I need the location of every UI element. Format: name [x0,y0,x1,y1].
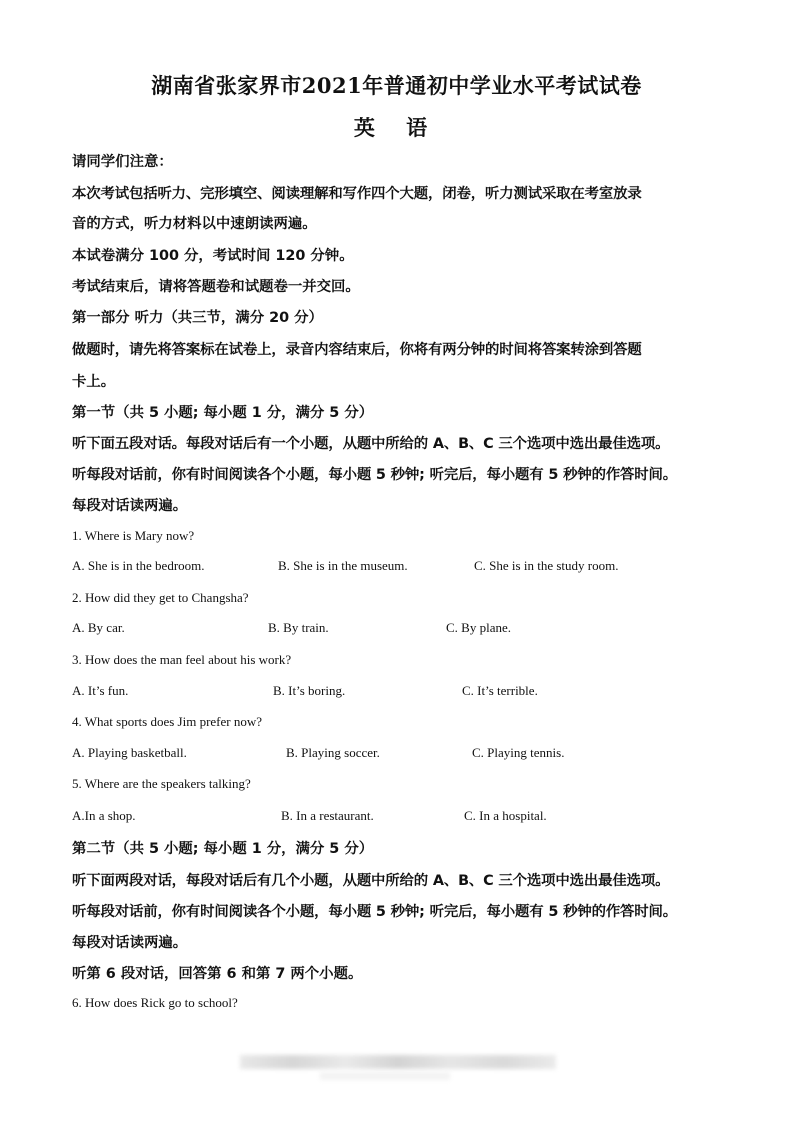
q5-option-a: A.In a shop. [72,808,136,823]
part1-instruction: 卡上。 [72,374,116,390]
q5-option-c: C. In a hospital. [464,808,547,823]
notice-line: 本试卷满分 100 分，考试时间 120 分钟。 [72,248,354,264]
part1-instruction: 做题时，请先将答案标在试卷上，录音内容结束后，你将有两分钟的时间将答案转涂到答题 [72,342,642,358]
q2-option-a: A. By car. [72,620,125,635]
q3-option-b: B. It’s boring. [273,683,346,698]
section1-instruction: 听每段对话前，你有时间阅读各个小题，每小题 5 秒钟; 听完后，每小题有 5 秒钟的作答时间。 [72,467,678,483]
question-4: 4. What sports does Jim prefer now? [72,714,263,729]
question-5: 5. Where are the speakers talking? [72,776,251,791]
q3-option-a: A. It’s fun. [72,683,129,698]
part1-heading: 第一部分 听力（共三节，满分 20 分） [72,310,323,326]
blurred-footer-line [320,1072,450,1080]
q4-option-c: C. Playing tennis. [472,745,565,760]
section2-instruction: 听每段对话前，你有时间阅读各个小题，每小题 5 秒钟; 听完后，每小题有 5 秒钟的作答时间。 [72,904,678,920]
dialogue-note: 听第 6 段对话，回答第 6 和第 7 两个小题。 [72,966,363,982]
q4-option-a: A. Playing basketball. [72,745,187,760]
question-2: 2. How did they get to Changsha? [72,590,249,605]
q3-option-c: C. It’s terrible. [462,683,538,698]
question-1: 1. Where is Mary now? [72,528,195,543]
q5-option-b: B. In a restaurant. [281,808,374,823]
q4-option-b: B. Playing soccer. [286,745,380,760]
blurred-footer [240,1055,556,1069]
notice-heading: 请同学们注意： [72,154,173,170]
q1-option-b: B. She is in the museum. [278,558,408,573]
subject-title: 英 语 [353,115,440,140]
section1-instruction: 每段对话读两遍。 [72,498,188,514]
notice-line: 本次考试包括听力、完形填空、阅读理解和写作四个大题，闭卷，听力测试采取在考室放录 [72,186,642,202]
section2-instruction: 听下面两段对话，每段对话后有几个小题，从题中所给的 A、B、C 三个选项中选出最佳选项。 [72,873,670,889]
exam-title: 湖南省张家界市2021年普通初中学业水平考试试卷 [151,73,642,98]
q2-option-c: C. By plane. [446,620,511,635]
section2-heading: 第二节（共 5 小题; 每小题 1 分，满分 5 分） [72,841,374,857]
section2-instruction: 每段对话读两遍。 [72,935,188,951]
q1-option-a: A. She is in the bedroom. [72,558,205,573]
notice-line: 考试结束后，请将答题卷和试题卷一并交回。 [72,279,360,295]
q2-option-b: B. By train. [268,620,329,635]
question-6: 6. How does Rick go to school? [72,995,238,1010]
section1-instruction: 听下面五段对话。每段对话后有一个小题，从题中所给的 A、B、C 三个选项中选出最佳选项。 [72,436,670,452]
section1-heading: 第一节（共 5 小题; 每小题 1 分，满分 5 分） [72,405,374,421]
q1-option-c: C. She is in the study room. [474,558,619,573]
notice-line: 音的方式，听力材料以中速朗读两遍。 [72,216,317,232]
question-3: 3. How does the man feel about his work? [72,652,292,667]
